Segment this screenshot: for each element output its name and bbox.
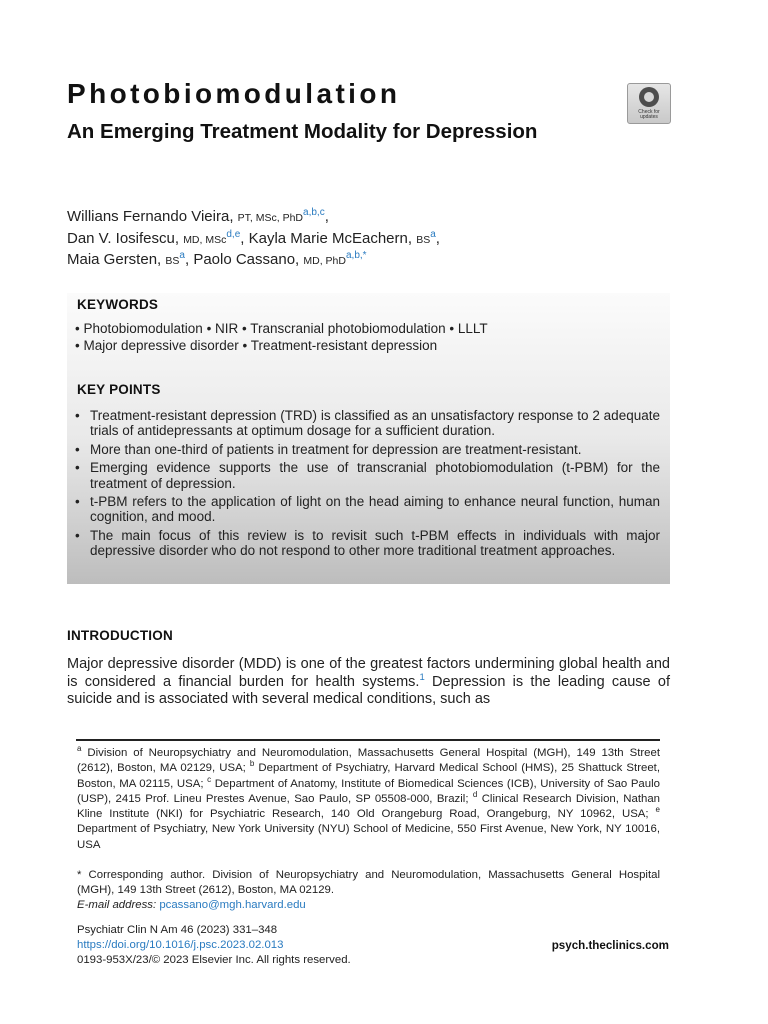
intro-text: Depression is the leading cause of suicide and is associated with several medical conditions, such as: [67, 673, 670, 707]
author-separator: ,: [240, 229, 245, 247]
doi-link[interactable]: https://doi.org/10.1016/j.psc.2023.02.013: [77, 939, 284, 951]
key-point-item: • The main focus of this review is to revisit such t-PBM effects in individuals with major depressive disorder who do not respond to other more traditional treatment approaches.: [75, 528, 660, 559]
author-separator: ,: [435, 229, 440, 247]
affiliation-b: Department of Psychiatry, Harvard Medical School (HMS), 25 Shattuck Street, Boston, MA 02115, USA;: [77, 762, 660, 790]
article-title: Photobiomodulation: [67, 78, 401, 109]
badge-text-line2: updates: [640, 114, 658, 120]
check-for-updates-badge[interactable]: [627, 83, 671, 124]
email-link[interactable]: pcassano@mgh.harvard.edu: [159, 899, 306, 911]
author-degrees: BS: [416, 233, 431, 246]
affiliations-footnote: [77, 746, 660, 853]
author-affiliation[interactable]: a,b,c: [303, 207, 325, 218]
author-name: Dan V. Iosifescu: [67, 229, 175, 247]
author-degrees: MD, PhD: [303, 255, 346, 267]
key-points-list: [75, 408, 660, 562]
author-degrees: BS: [165, 255, 180, 267]
key-points-heading: KEY POINTS: [77, 382, 161, 397]
affiliation-c: Department of Anatomy, Institute of Biomedical Sciences (ICB), University of Sao Paulo (USP), 2415 Prof. Lineu Prestes Avenue, Sao Paulo, SP 05508-000, Brazil;: [77, 777, 660, 805]
footnote-marker: c: [207, 774, 212, 784]
keywords-line: • Major depressive disorder • Treatment-resistant depression: [75, 338, 438, 353]
check-for-updates-icon: [639, 87, 659, 107]
author-affiliation[interactable]: d,e: [226, 228, 241, 240]
reference-link[interactable]: 1: [419, 671, 425, 683]
copyright-notice: 0193-953X/23/© 2023 Elsevier Inc. All rights reserved.: [77, 954, 351, 966]
journal-website[interactable]: psych.theclinics.com: [551, 939, 669, 952]
key-point-item: • Treatment-resistant depression (TRD) is classified as an unsatisfactory response to 2 adequate trials of antidepressants at optimum dosage for a sufficient duration.: [75, 408, 660, 439]
article-subtitle: An Emerging Treatment Modality for Depression: [67, 120, 538, 143]
author-separator: ,: [184, 251, 190, 268]
author-affiliation[interactable]: a,b,*: [345, 250, 367, 261]
key-point-item: • More than one-third of patients in treatment for depression are treatment-resistant.: [75, 442, 660, 457]
footnote-marker: d: [472, 790, 478, 800]
author-name: Kayla Marie McEachern: [248, 229, 408, 247]
introduction-paragraph: [67, 656, 670, 709]
badge-text-line1: Check for: [638, 109, 660, 115]
author-name: Willians Fernando Vieira: [67, 208, 230, 225]
author-name: Maia Gersten: [67, 251, 158, 268]
author-affiliation[interactable]: a: [430, 228, 436, 240]
footnote-divider: [76, 739, 660, 741]
author-degrees: MD, MSc: [183, 233, 227, 246]
keywords-keypoints-box: [67, 293, 670, 584]
footnote-marker: b: [249, 759, 255, 769]
author-affiliation[interactable]: a: [179, 250, 185, 261]
footnote-marker: a: [77, 744, 82, 754]
intro-text: Major depressive disorder (MDD) is one of the greatest factors undermining global health and is considered a financial burden for health systems.: [67, 656, 670, 690]
email-line: [77, 899, 306, 911]
author-separator: ,: [324, 208, 329, 225]
key-point-item: • Emerging evidence supports the use of transcranial photobiomodulation (t-PBM) for the treatment of depression.: [75, 460, 660, 491]
introduction-heading: INTRODUCTION: [67, 628, 173, 643]
keywords-line: • Photobiomodulation • NIR • Transcranial photobiomodulation • LLLT: [75, 321, 488, 336]
author-name: Paolo Cassano: [193, 251, 296, 268]
corresponding-author: * Corresponding author. Division of Neuropsychiatry and Neuromodulation, Massachusetts General Hospital (MGH), 149 13th Street (2612), Boston, MA 02129.: [77, 869, 660, 897]
author-degrees: PT, MSc, PhD: [237, 212, 304, 224]
keywords-heading: KEYWORDS: [77, 297, 159, 312]
author-list: Willians Fernando Vieira, PT, MSc, PhD$^{a,b,c}$, Dan V. Iosifescu, MD, MSc$^{d,e}$, Kayla Marie McEachern, BS$^a$, Maia Gersten, BS$^a$, Paolo Cassano, MD, PhD$^{a,b,*}$: [67, 207, 440, 268]
email-label: E-mail address:: [77, 899, 157, 911]
affiliation-a: Division of Neuropsychiatry and Neuromodulation, Massachusetts General Hospital (MGH), 149 13th Street (2612), Boston, MA 02129, USA;: [77, 747, 660, 775]
footnote-marker: e: [655, 805, 660, 815]
affiliation-d: Clinical Research Division, Nathan Kline Institute (NKI) for Psychiatric Research, 140 Old Orangeburg Road, Orangeburg, NY 10962, USA;: [77, 792, 661, 821]
affiliation-e: Department of Psychiatry, New York University (NYU) School of Medicine, 550 First Avenue, New York, NY 10016, USA: [77, 823, 660, 851]
journal-citation: Psychiatr Clin N Am 46 (2023) 331–348: [77, 924, 278, 936]
key-point-item: • t-PBM refers to the application of light on the head aiming to enhance neural function, human cognition, and mood.: [75, 494, 660, 525]
